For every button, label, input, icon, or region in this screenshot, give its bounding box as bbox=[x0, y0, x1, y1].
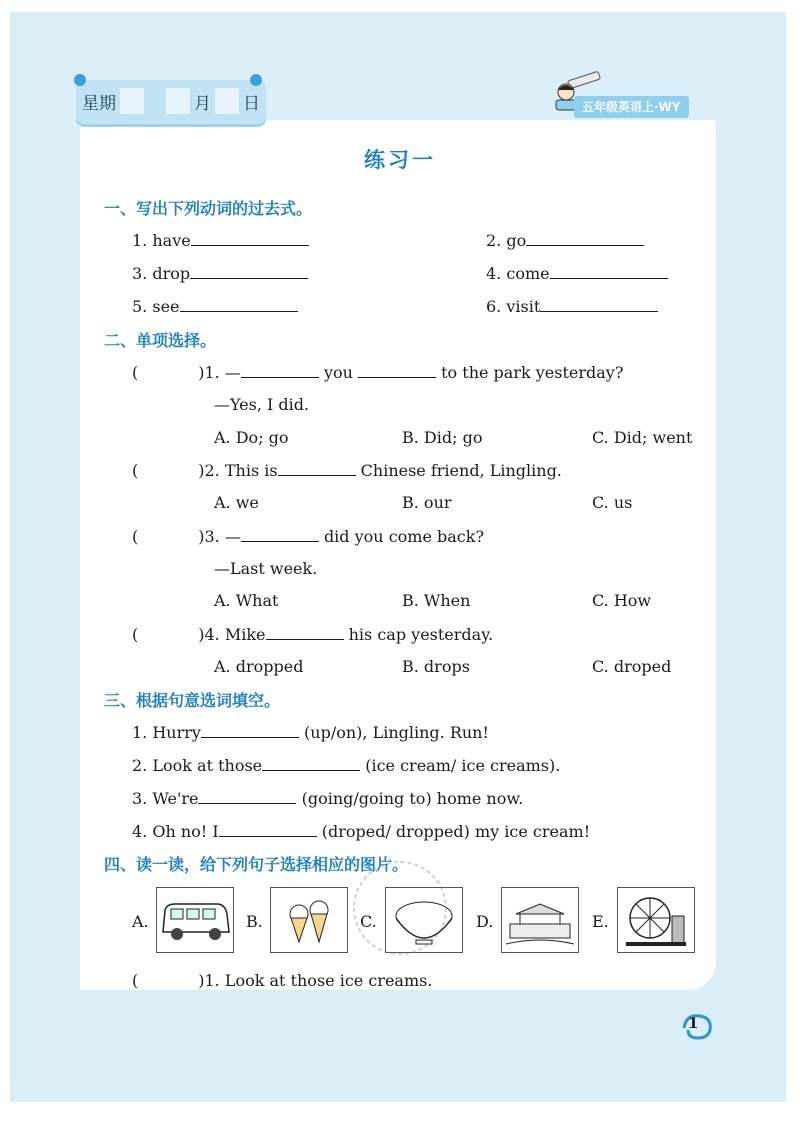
option-c: C. us bbox=[592, 493, 633, 512]
section-3-heading: 三、根据句意选词填空。 bbox=[104, 691, 281, 710]
option-b: B. drops bbox=[402, 657, 470, 676]
answer-blank[interactable] bbox=[190, 263, 308, 279]
answer-blank[interactable] bbox=[550, 263, 668, 279]
ferris-wheel-picture bbox=[617, 887, 695, 953]
month-field[interactable] bbox=[166, 88, 190, 114]
day-field[interactable] bbox=[215, 88, 239, 114]
option-c: C. How bbox=[592, 591, 652, 610]
question-item: ( )1. — you to the park yesterday? bbox=[132, 363, 624, 382]
van-icon bbox=[157, 888, 233, 952]
question-item: ( )4. Mike his cap yesterday. bbox=[132, 625, 494, 644]
section-1-heading: 一、写出下列动词的过去式。 bbox=[104, 199, 313, 218]
question-item: ( )2. This is Chinese friend, Lingling. bbox=[132, 461, 562, 480]
answer-blank[interactable] bbox=[266, 624, 344, 640]
question-item: 3. drop bbox=[132, 263, 308, 283]
answer-blank[interactable] bbox=[262, 755, 360, 771]
answer-blank[interactable] bbox=[241, 526, 319, 542]
ferris-wheel-icon bbox=[618, 888, 694, 952]
van-picture bbox=[156, 887, 234, 953]
question-item: 1. Hurry (up/on), Lingling. Run! bbox=[132, 723, 489, 742]
answer-blank[interactable] bbox=[201, 722, 299, 738]
question-item: 2. Look at those (ice cream/ ice creams). bbox=[132, 756, 561, 775]
section-2-heading: 二、单项选择。 bbox=[104, 331, 217, 350]
day-label: 日 bbox=[243, 93, 260, 114]
question-item: ( )3. — did you come back? bbox=[132, 527, 485, 546]
answer-blank[interactable] bbox=[526, 230, 644, 246]
option-a: A. What bbox=[214, 591, 279, 610]
picture-label: B. bbox=[246, 912, 263, 931]
option-c: C. Did; went bbox=[592, 428, 693, 447]
page-number: 1 bbox=[680, 1010, 714, 1040]
question-item: 5. see bbox=[132, 296, 298, 316]
dialogue-reply: —Yes, I did. bbox=[214, 395, 310, 414]
picture-label: C. bbox=[360, 912, 377, 931]
pin-icon bbox=[250, 74, 262, 86]
picture-label: A. bbox=[132, 912, 149, 931]
option-b: B. When bbox=[402, 591, 471, 610]
date-tab bbox=[76, 80, 266, 124]
tiananmen-picture bbox=[501, 887, 579, 953]
weekday-field[interactable] bbox=[120, 88, 144, 114]
question-item: 2. go bbox=[486, 230, 644, 250]
answer-blank[interactable] bbox=[180, 296, 298, 312]
option-a: A. Do; go bbox=[214, 428, 289, 447]
answer-blank[interactable] bbox=[540, 296, 658, 312]
question-item: 3. We're (going/going to) home now. bbox=[132, 789, 524, 808]
answer-blank[interactable] bbox=[219, 821, 317, 837]
answer-blank[interactable] bbox=[198, 788, 296, 804]
option-a: A. we bbox=[214, 493, 259, 512]
option-b: B. our bbox=[402, 493, 452, 512]
pin-icon bbox=[74, 74, 86, 86]
option-c: C. droped bbox=[592, 657, 672, 676]
option-b: B. Did; go bbox=[402, 428, 483, 447]
answer-blank[interactable] bbox=[278, 460, 356, 476]
watermark-stamp bbox=[330, 858, 470, 958]
weekday-label: 星期 bbox=[82, 93, 116, 114]
question-item: ( )1. Look at those ice creams. bbox=[132, 971, 433, 990]
picture-label: E. bbox=[592, 912, 609, 931]
picture-label: D. bbox=[476, 912, 494, 931]
dialogue-reply: —Last week. bbox=[214, 559, 318, 578]
question-item: 1. have bbox=[132, 230, 309, 250]
grade-badge: 五年级英语上·WY bbox=[574, 96, 689, 118]
question-item: 4. Oh no! I (droped/ dropped) my ice cream! bbox=[132, 822, 591, 841]
month-label: 月 bbox=[194, 93, 211, 114]
answer-blank[interactable] bbox=[358, 362, 436, 378]
section-4-heading: 四、读一读，给下列句子选择相应的图片。 bbox=[104, 855, 409, 874]
page-title: 练习一 bbox=[364, 148, 436, 172]
option-a: A. dropped bbox=[214, 657, 304, 676]
answer-blank[interactable] bbox=[241, 362, 319, 378]
question-item: 6. visit bbox=[486, 296, 658, 316]
answer-blank[interactable] bbox=[191, 230, 309, 246]
tiananmen-icon bbox=[502, 888, 578, 952]
question-item: 4. come bbox=[486, 263, 668, 283]
